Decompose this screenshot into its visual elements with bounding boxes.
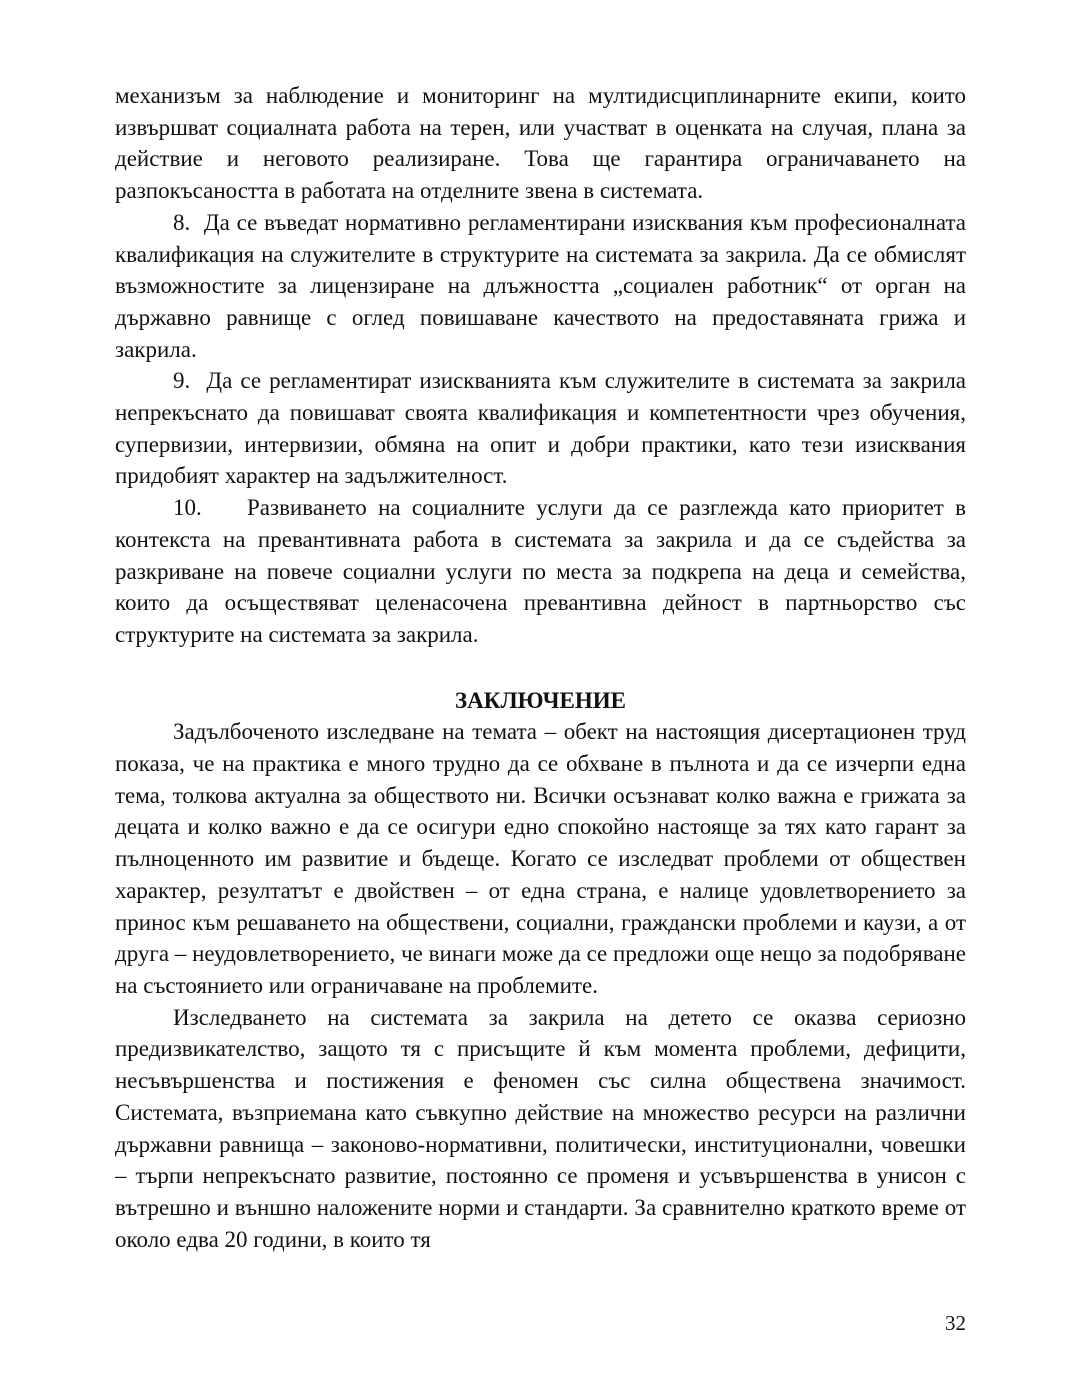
item-number: 10.	[173, 495, 236, 521]
body-text	[115, 80, 966, 1255]
item-number: 9.	[173, 368, 199, 394]
paragraph-continuation: механизъм за наблюдение и мониторинг на мултидисциплинарните екипи, които извършват социалната работа на терен, или участват в оценката на случая, плана за действие и неговото реализиране. Това ще гарантира ограничаването на разпокъсаността в работата на отделните звена в системата.	[115, 83, 966, 204]
recommendation-item-10	[115, 492, 966, 651]
conclusion-paragraph: Изследването на системата за закрила на детето се оказва сериозно предизвикателство, защото тя с присъщите й към момента проблеми, дефицити, несъвършенства и постижения е феномен със силна обществена значимост. Системата, възприемана като съвкупно действие на множество ресурси на различни държавни равнища – законово-нормативни, политически, институционални, човешки – търпи непрекъснато развитие, постоянно се променя и усъвършенства в унисон с вътрешно и външно наложените норми и стандарти. За сравнително краткото време от около едва 20 години, в които тя	[115, 1004, 966, 1252]
section-spacer	[115, 651, 966, 685]
item-text: Да се регламентират изискванията към служителите в системата за закрила непрекъснато да повишават своята квалификация и компетентности чрез обучения, супервизии, интервизии, обмяна на опит и добри практики, като тези изисквания придобият характер на задължителност.	[115, 368, 967, 489]
section-heading: ЗАКЛЮЧЕНИЕ	[455, 687, 626, 713]
item-text: Да се въведат нормативно регламентирани изисквания към професионалната квалификация на служителите в структурите на системата за закрила. Да се обмислят възможностите за лицензиране на длъжността „социален работник“ от орган на държавно равнище с оглед повишаване качеството на предоставяната грижа и закрила.	[115, 209, 967, 362]
page-number: 32	[945, 1311, 966, 1335]
recommendation-item-9	[115, 365, 966, 492]
item-text: Развиването на социалните услуги да се разглежда като приоритет в контекста на превантивната работа в системата за закрила и да се съдейства за разкриване на повече социални услуги по места за подкрепа на деца и семейства, които да осъществяват целенасочена превантивна дейност в партньорство със структурите на системата за закрила.	[115, 495, 967, 647]
item-number: 8.	[173, 209, 198, 235]
conclusion-paragraph: Задълбоченото изследване на темата – обект на настоящия дисертационен труд показа, че на практика е много трудно да се обхване в пълнота и да се изчерпи една тема, толкова актуална за обществото ни. Всички осъзнават колко важна е грижата за децата и колко важно е да се осигури едно спокойно настояще за тях като гарант за пълноценното им развитие и бъдеще. Когато се изследват проблеми от обществен характер, резултатът е двойствен – от една страна, е налице удовлетворението за принос към решаването на обществени, социални, граждански проблеми и каузи, а от друга – неудовлетворението, че винаги може да се предложи още нещо за подобряване на състоянието или ограничаване на проблемите.	[115, 719, 966, 998]
recommendation-item-8	[115, 207, 966, 366]
